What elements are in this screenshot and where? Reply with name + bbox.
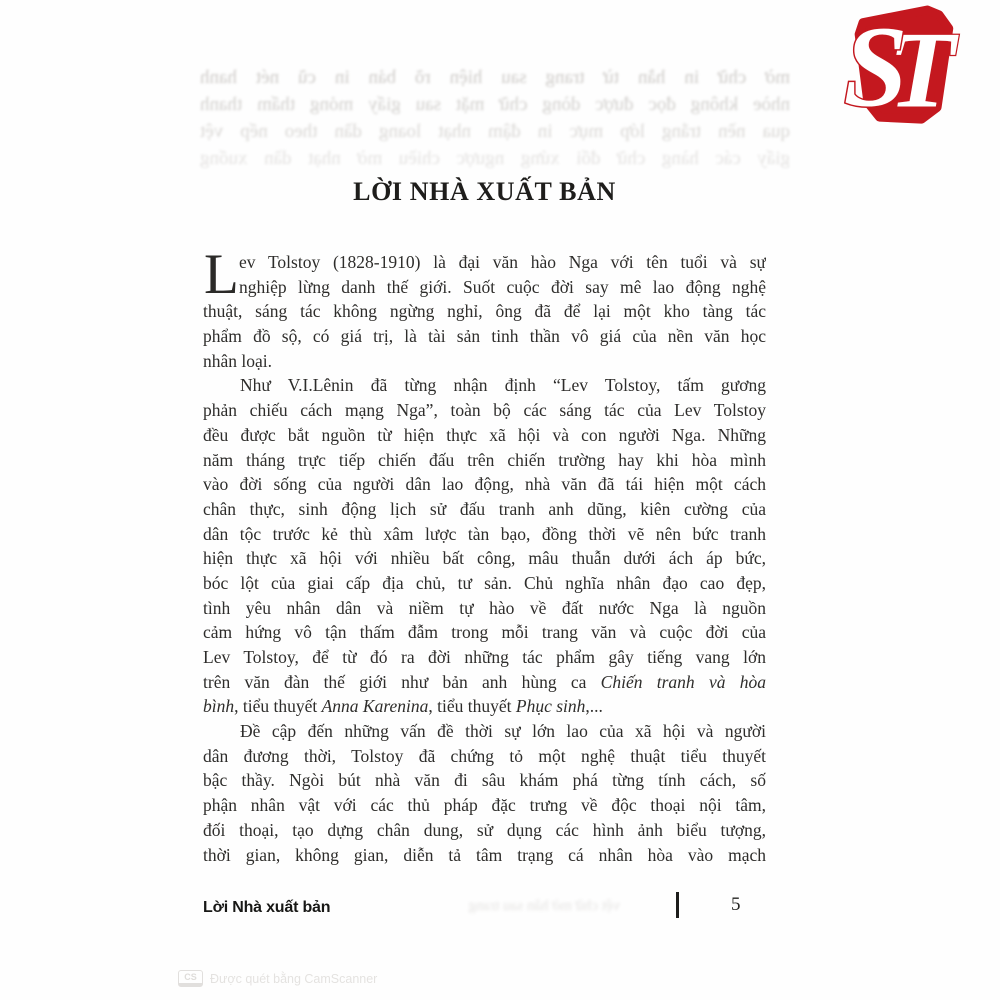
body-line: Như V.I.Lênin đã từng nhận định “Lev Tolstoy, tấm gương [240, 375, 766, 396]
camscanner-badge-icon: CS [178, 970, 203, 987]
body-line: hiện thực xã hội với nhiều bất công, mâu thuẫn dưới ách áp bức, [203, 548, 766, 569]
body-line: vào đời sống của người dân lao động, nhà văn đã tái hiện một cách [203, 474, 766, 495]
bleedthrough-line: giấy các hàng chữ đối xứng ngược chiều mờ nhạt dần xuống [200, 148, 790, 169]
logo-letter-t: T [888, 9, 956, 127]
body-line: ev Tolstoy (1828-1910) là đại văn hào Nga với tên tuổi và sự [239, 252, 766, 272]
body-line: đều được bắt nguồn từ hiện thực xã hội và con người Nga. Những [203, 424, 766, 445]
page-number: 5 [731, 894, 741, 915]
bleedthrough-line: mờ chữ in hằn từ trang sau hiện rõ bản in cũ nét hanh [200, 67, 790, 88]
bleedthrough-text [200, 64, 790, 172]
body-line: Đề cập đến những vấn đề thời sự lớn lao của xã hội và người [240, 721, 766, 742]
body-line: bậc thầy. Ngòi bút nhà văn đi sâu khám phá từng tính cách, số [203, 770, 766, 791]
body-line: năm tháng trực tiếp chiến đấu trên chiến trường hay khi hòa mình [203, 449, 766, 470]
body-line: dân đương thời, Tolstoy đã chứng tỏ một nghệ thuật tiểu thuyết [203, 745, 766, 766]
page-title: LỜI NHÀ XUẤT BẢN [353, 177, 616, 206]
st-logo-icon [843, 5, 961, 127]
body-line: bóc lột của giai cấp địa chủ, tư sản. Chủ nghĩa nhân đạo cao đẹp, [203, 572, 766, 593]
logo-letter-s: S [843, 5, 908, 127]
body-line: cảm hứng vô tận thấm đẫm trong mỗi trang văn và cuộc đời của [203, 622, 766, 643]
bleedthrough-footer-smudge: vệt chữ mờ hằn sau trang [468, 898, 620, 914]
body-line: phẩm đồ sộ, có giá trị, là tài sản tinh thần vô giá của nền văn học [203, 326, 766, 347]
drop-cap: L [204, 243, 239, 306]
body-line: phận nhân vật với các thủ pháp đặc trưng về độc thoại nội tâm, [203, 795, 766, 816]
body-line: nghiệp lừng danh thế giới. Suốt cuộc đời say mê lao động nghệ [239, 276, 766, 297]
footer-divider [676, 892, 679, 918]
body-line: thuật, sáng tác không ngừng nghỉ, ông đã để lại một kho tàng tác [203, 301, 766, 322]
body-line: dân tộc trước kẻ thù xâm lược tàn bạo, đồng thời vẽ nên bức tranh [203, 523, 766, 544]
body-line: bình, tiểu thuyết Anna Karenina, tiểu thuyết Phục sinh,... [203, 696, 603, 717]
camscanner-watermark [178, 970, 377, 987]
body-line: Lev Tolstoy, để từ đó ra đời những tác phẩm gây tiếng vang lớn [203, 647, 766, 667]
body-line: trên văn đàn thế giới như bản anh hùng ca Chiến tranh và hòa [203, 671, 766, 692]
body-line: đối thoại, tạo dựng chân dung, sử dụng các hình ảnh biểu tượng, [203, 819, 766, 840]
bleedthrough-line: nhòe không đọc được dòng chữ mặt sau giấy mỏng thấm thanh [200, 94, 790, 115]
body-line: thời gian, không gian, diễn tả tâm trạng cá nhân hòa vào mạch [203, 844, 766, 865]
body-text [203, 250, 766, 867]
bleedthrough-line: qua nền trắng lớp mực in đậm nhạt loang dần theo nếp vệt [200, 121, 790, 142]
footer-section-label: Lời Nhà xuất bản [203, 899, 331, 916]
camscanner-label: Được quét bằng CamScanner [210, 971, 378, 986]
st-publisher-logo [843, 5, 961, 127]
body-line: nhân loại. [203, 350, 273, 371]
body-line: chân thực, sinh động lịch sử đấu tranh anh dũng, kiên cường của [203, 498, 766, 519]
body-line: tình yêu nhân dân và niềm tự hào về đất nước Nga là nguồn [203, 597, 766, 618]
body-line: phản chiếu cách mạng Nga”, toàn bộ các sáng tác của Lev Tolstoy [203, 400, 766, 421]
